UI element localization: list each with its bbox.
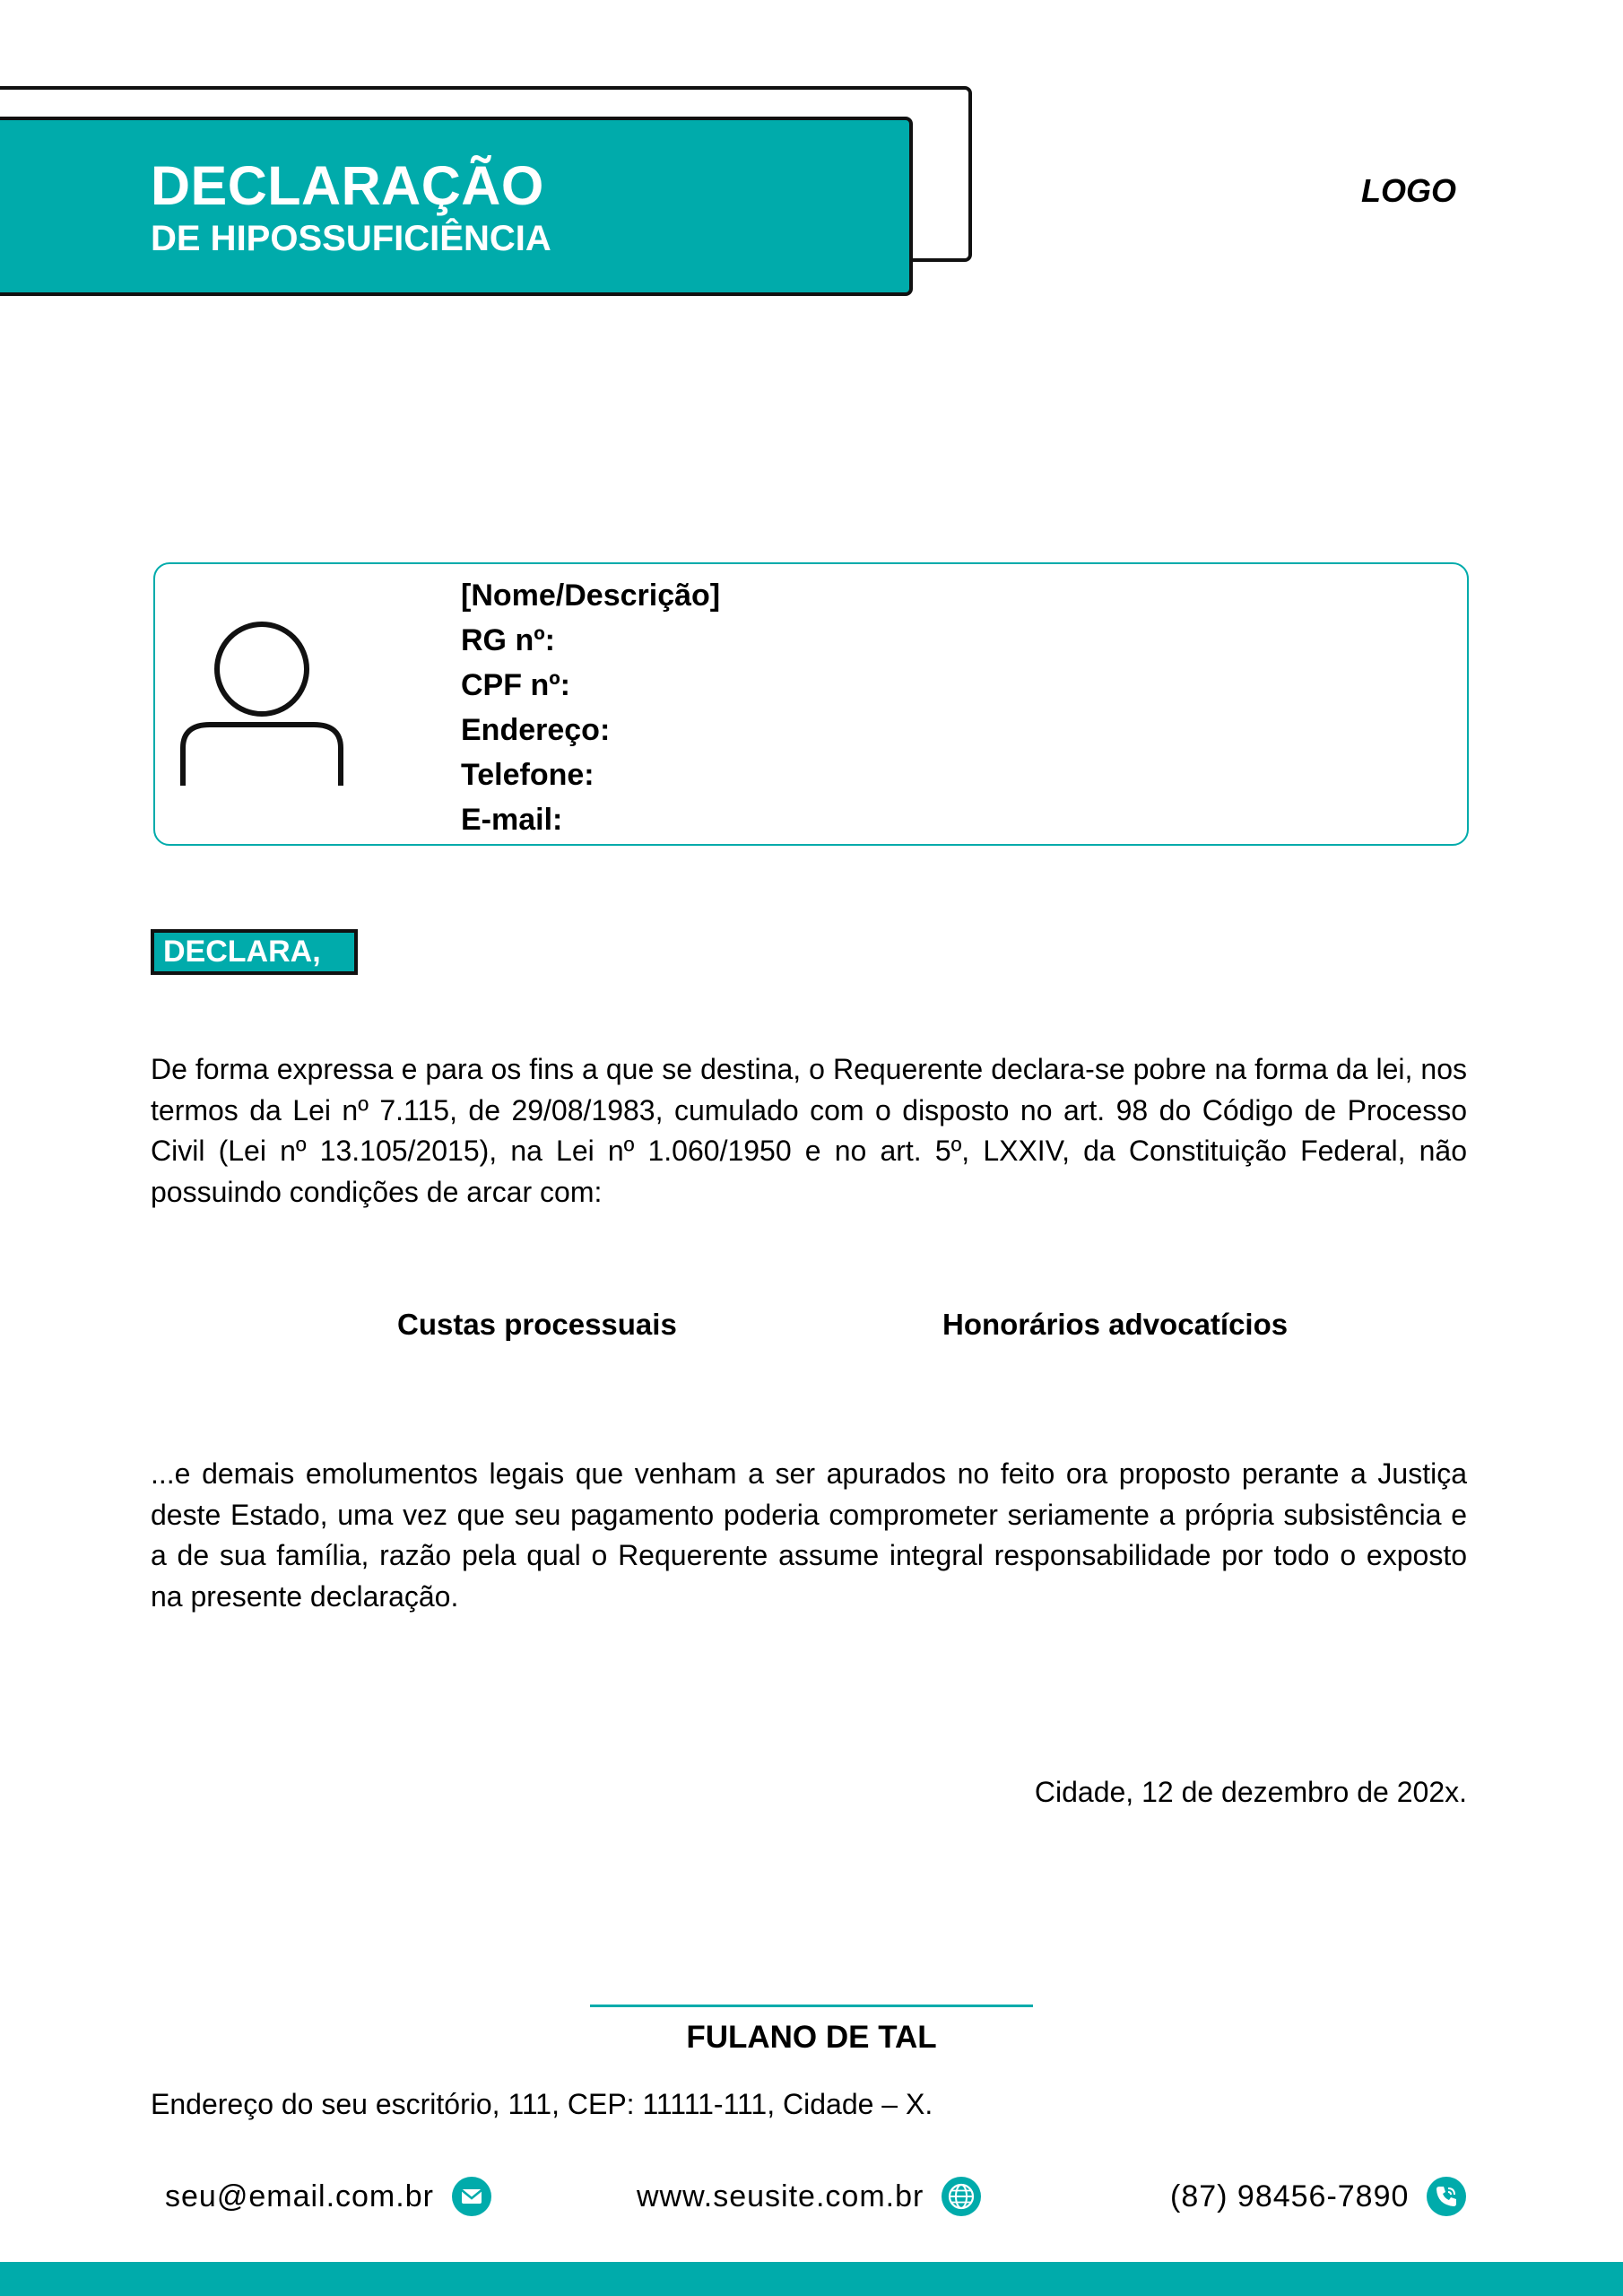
email-text[interactable]: seu@email.com.br	[165, 2179, 434, 2213]
contact-email[interactable]	[165, 2174, 491, 2219]
signature-line	[590, 2005, 1033, 2007]
section-badge: DECLARA,	[151, 929, 358, 975]
phone-text[interactable]: (87) 98456-7890	[1170, 2179, 1410, 2213]
globe-icon	[942, 2177, 981, 2216]
document-title: DECLARAÇÃO	[151, 155, 544, 216]
mail-icon	[452, 2177, 491, 2216]
declaration-paragraph-2: ...e demais emolumentos legais que venham a ser apurados no feito ora proposto perante a Justiça deste Estado, uma vez que seu pagamento poderia comprometer seriamente a própria subsistência e a de sua família, razão pela qual o Requerente assume integral responsabilidade por todo o exposto na presente declaração.	[151, 1457, 1467, 1613]
document-subtitle: DE HIPOSSUFICIÊNCIA	[151, 219, 551, 258]
website-text[interactable]: www.seusite.com.br	[637, 2179, 924, 2213]
field-email: E-mail:	[461, 803, 563, 837]
field-name: [Nome/Descrição]	[461, 578, 721, 613]
field-cpf: CPF nº:	[461, 668, 570, 702]
person-icon	[178, 621, 346, 789]
phone-icon	[1427, 2177, 1466, 2216]
contact-phone[interactable]	[1170, 2174, 1466, 2219]
date-line: Cidade, 12 de dezembro de 202x.	[1034, 1776, 1467, 1808]
profile-card	[153, 562, 1469, 846]
profile-fields	[461, 576, 720, 845]
item-custas: Custas processuais	[397, 1308, 677, 1341]
field-rg: RG nº:	[461, 623, 555, 657]
declaration-paragraph-1: De forma expressa e para os fins a que se destina, o Requerente declara-se pobre na forma da lei, nos termos da Lei nº 7.115, de 29/08/1983, cumulado com o disposto no art. 98 do Código de Processo Civil (Lei nº 13.105/2015), na Lei nº 1.060/1950 e no art. 5º, LXXIV, da Constituição Federal, não possuindo condições de arcar com:	[151, 1053, 1467, 1208]
logo: LOGO	[1361, 172, 1456, 209]
contact-website[interactable]	[637, 2174, 981, 2219]
footer-bar	[0, 2262, 1623, 2296]
signer-name: FULANO DE TAL	[686, 2020, 937, 2055]
field-phone: Telefone:	[461, 758, 595, 792]
item-honorarios: Honorários advocatícios	[942, 1308, 1289, 1341]
field-address: Endereço:	[461, 713, 611, 747]
office-address: Endereço do seu escritório, 111, CEP: 11111-111, Cidade – X.	[151, 2088, 933, 2120]
